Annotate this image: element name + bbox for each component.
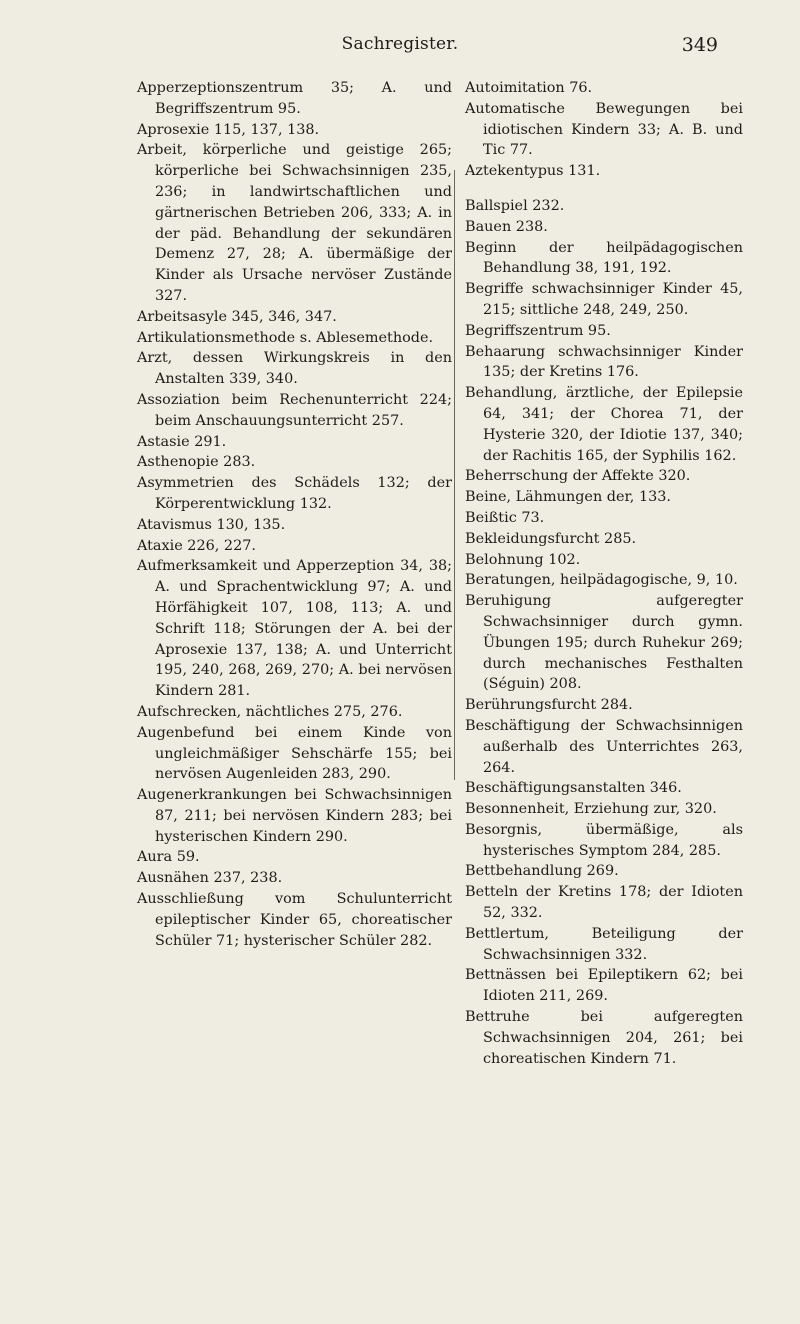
index-entry: Bettbehandlung 269. <box>465 863 619 880</box>
index-entry: Begriffe schwachsinniger Kinder 45, 215; sittliche 248, 249, 250. <box>465 281 743 318</box>
index-entry: Aztekentypus 131. <box>465 163 601 180</box>
index-entry: Beißtic 73. <box>465 509 545 526</box>
index-entry: Belohnung 102. <box>465 551 581 568</box>
index-entry: Ausschließung vom Schulunterricht epileptischer Kinder 65, choreatischer Schüler 71; hysterischer Schüler 282. <box>137 891 452 949</box>
index-entry: Augenbefund bei einem Kinde von ungleichmäßiger Sehschärfe 155; bei nervösen Augenleiden 283, 290. <box>137 724 452 783</box>
index-entry: Behandlung, ärztliche, der Epilepsie 64, 341; der Chorea 71, der Hysterie 320, der Idiotie 137, 340; der Rachitis 165, der Syphilis 162. <box>465 385 743 464</box>
index-entry: Augenerkrankungen bei Schwachsinnigen 87, 211; bei nervösen Kindern 283; bei hysterischen Kindern 290. <box>137 787 452 845</box>
index-entry: Autoimitation 76. <box>465 80 593 96</box>
index-entry: Bettnässen bei Epileptikern 62; bei Idioten 211, 269. <box>465 967 743 1005</box>
index-entry: Ataxie 226, 227. <box>137 537 256 554</box>
index-entry: Begriffszentrum 95. <box>465 322 611 339</box>
index-entry: Beherrschung der Affekte 320. <box>465 468 691 485</box>
index-entry: Besorgnis, übermäßige, als hysterisches Symptom 284, 285. <box>465 821 743 859</box>
index-entry: Asthenopie 283. <box>137 454 256 471</box>
index-entry: Asymmetrien des Schädels 132; der Körperentwicklung 132. <box>137 475 452 512</box>
index-entry: Beginn der heilpädagogischen Behandlung 38, 191, 192. <box>465 239 743 277</box>
index-entry: Besonnenheit, Erziehung zur, 320. <box>465 801 717 818</box>
index-entry: Astasie 291. <box>137 433 227 450</box>
index-entry: Berührungsfurcht 284. <box>465 697 633 714</box>
index-entry: Beine, Lähmungen der, 133. <box>465 489 672 506</box>
column-divider <box>454 170 455 780</box>
index-entry: Atavismus 130, 135. <box>137 516 286 533</box>
index-entry: Aufmerksamkeit und Apperzeption 34, 38; A. und Sprachentwicklung 97; A. und Hörfähigkeit 107, 108, 113; A. und Schrift 118; Störungen der A. bei der Aprosexie 137, 138; A. und Unterricht 195, 240, 268, 269, 270; A. bei nervösen Kindern 281. <box>137 558 452 700</box>
index-entry: Beratungen, heilpädagogische, 9, 10. <box>465 572 738 589</box>
index-entry: Bettruhe bei aufgeregten Schwachsinnigen 204, 261; bei choreatischen Kindern 71. <box>465 1009 743 1067</box>
page-header-title: Sachregister. <box>341 34 459 54</box>
index-entry: Arbeitsasyle 345, 346, 347. <box>137 308 337 325</box>
index-entry: Automatische Bewegungen bei idiotischen Kindern 33; A. B. und Tic 77. <box>465 100 743 159</box>
index-entry: Aura 59. <box>137 849 200 866</box>
index-entry: Bauen 238. <box>465 218 548 235</box>
index-column-left <box>137 78 452 951</box>
index-entry: Ballspiel 232. <box>465 197 565 214</box>
index-entry: Bettlertum, Beteiligung der Schwachsinnigen 332. <box>465 925 743 963</box>
index-entry: Beruhigung aufgeregter Schwachsinniger durch gymn. Übungen 195; durch Ruhekur 269; durch mechanisches Festhalten (Séguin) 208. <box>465 593 743 693</box>
index-entry: Bekleidungsfurcht 285. <box>465 530 637 547</box>
page-number: 349 <box>681 34 718 56</box>
index-entry: Aprosexie 115, 137, 138. <box>137 121 320 138</box>
index-entry: Arbeit, körperliche und geistige 265; körperliche bei Schwachsinnigen 235, 236; in landwirtschaftlichen und gärtnerischen Betrieben 206, 333; A. in der päd. Behandlung der sekundären Demenz 27, 28; A. übermäßige der Kinder als Ursache nervöser Zustände 327. <box>137 142 452 304</box>
index-entry: Beschäftigung der Schwachsinnigen außerhalb des Unterrichtes 263, 264. <box>465 717 743 776</box>
index-entry: Ausnähen 237, 238. <box>137 870 283 887</box>
index-entry: Beschäftigungsanstalten 346. <box>465 780 682 797</box>
index-entry: Behaarung schwachsinniger Kinder 135; der Kretins 176. <box>465 343 743 381</box>
index-entry: Betteln der Kretins 178; der Idioten 52, 332. <box>465 884 743 922</box>
index-entry: Arzt, dessen Wirkungskreis in den Anstalten 339, 340. <box>137 350 452 388</box>
index-entry: Artikulationsmethode s. Ablesemethode. <box>137 329 434 346</box>
index-column-right <box>465 78 743 1069</box>
index-entry: Apperzeptionszentrum 35; A. und Begriffszentrum 95. <box>137 80 452 117</box>
index-entry: Assoziation beim Rechenunterricht 224; beim Anschauungsunterricht 257. <box>137 391 452 429</box>
index-entry: Aufschrecken, nächtliches 275, 276. <box>137 703 403 720</box>
